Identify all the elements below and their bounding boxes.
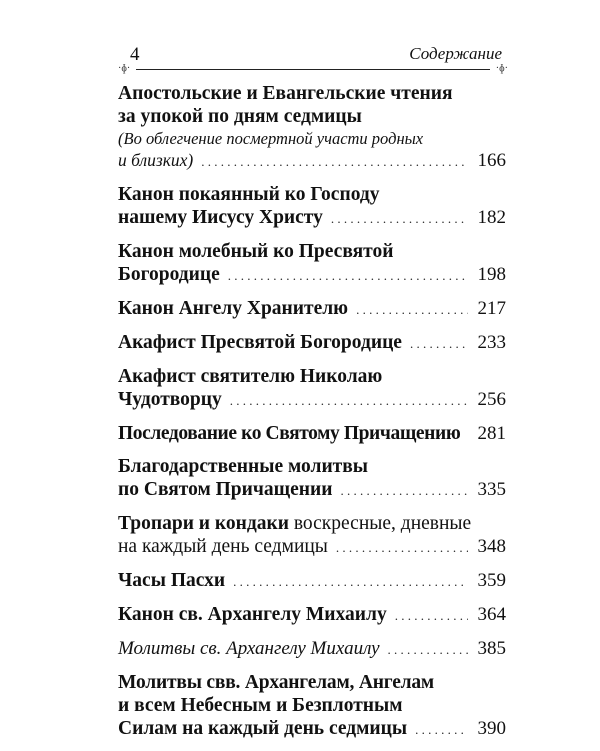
page-ref: 182 [477,207,506,228]
toc-entry[interactable] [118,365,506,412]
dot-leader [201,150,468,173]
entry-title-line: Акафист святителю Николаю [118,366,383,387]
toc-entry[interactable] [118,569,506,593]
entry-title-line: по Святом Причащении [118,479,333,500]
toc-entry[interactable] [118,331,506,355]
entry-title-line: за упокой по дням седмицы [118,106,362,127]
entry-title-line: Богородице [118,264,220,285]
toc-entry[interactable] [118,455,506,502]
dot-leader [340,479,468,502]
left-ornament-icon: ·ɸ· [118,63,131,74]
divider-line [136,69,490,70]
dot-leader [415,718,468,741]
entry-title-line: Молитвы свв. Архангелам, Ангелам [118,672,435,693]
entry-title-line: Молитвы св. Архангелу Михаилу [118,638,380,659]
dot-leader [228,264,468,287]
dot-leader [410,332,468,355]
entry-title-line: Канон молебный ко Пресвятой [118,241,394,262]
page-ref: 364 [477,604,506,625]
header-rule [118,65,508,75]
page-ref: 390 [477,718,506,739]
dot-leader [395,604,468,627]
table-of-contents [118,82,506,751]
entry-title-bold: Тропари и кондаки [118,513,289,534]
entry-title-line: Чудотворцу [118,389,222,410]
entry-title-line: Благодарственные молитвы [118,456,369,477]
page-ref: 198 [477,264,506,285]
entry-title-regular: воскресные, дневные [288,513,472,534]
entry-title-line: на каждый день седмицы [118,536,328,557]
dot-leader [230,389,468,412]
page-ref: 335 [477,479,506,500]
toc-entry[interactable] [118,637,506,661]
dot-leader [356,298,468,321]
right-ornament-icon: ·ɸ· [495,63,508,74]
dot-leader [388,638,468,661]
toc-entry[interactable] [118,240,506,287]
entry-title-line: Апостольские и Евангельские чтения [118,83,453,104]
entry-title-line: и всем Небесным и Безплотным [118,695,403,716]
page-ref: 256 [477,389,506,410]
entry-title-line: Канон Ангелу Хранителю [118,298,349,319]
page-ref: 385 [477,638,506,659]
page-number: 4 [130,44,140,65]
entry-title-line: Силам на каждый день седмицы [118,718,408,739]
entry-title-line: Акафист Пресвятой Богородице [118,332,402,353]
toc-entry[interactable] [118,671,506,741]
page-ref: 166 [477,150,506,171]
dot-leader [336,536,468,559]
page-ref: 348 [477,536,506,557]
entry-subtitle-line: (Во облегчение посмертной участи родных [118,129,424,148]
page-ref: 281 [477,423,506,444]
entry-title-line: Канон св. Архангелу Михаилу [118,604,387,625]
toc-entry[interactable] [118,422,506,445]
dot-leader [233,570,468,593]
page-ref: 217 [477,298,506,319]
entry-title-line: нашему Иисусу Христу [118,207,323,228]
entry-title-line: Часы Пасхи [118,570,226,591]
entry-title-line: Канон покаянный ко Господу [118,184,380,205]
entry-title-line: Последование ко Святому Причащению [118,423,461,444]
toc-entry[interactable] [118,183,506,230]
dot-leader [331,207,468,230]
section-title: Содержание [409,44,502,63]
page-ref: 233 [477,332,506,353]
page-ref: 359 [477,570,506,591]
toc-entry[interactable] [118,82,506,173]
toc-entry[interactable] [118,603,506,627]
toc-entry[interactable] [118,512,506,559]
toc-entry[interactable] [118,297,506,321]
entry-subtitle-line: и близких) [118,150,194,170]
